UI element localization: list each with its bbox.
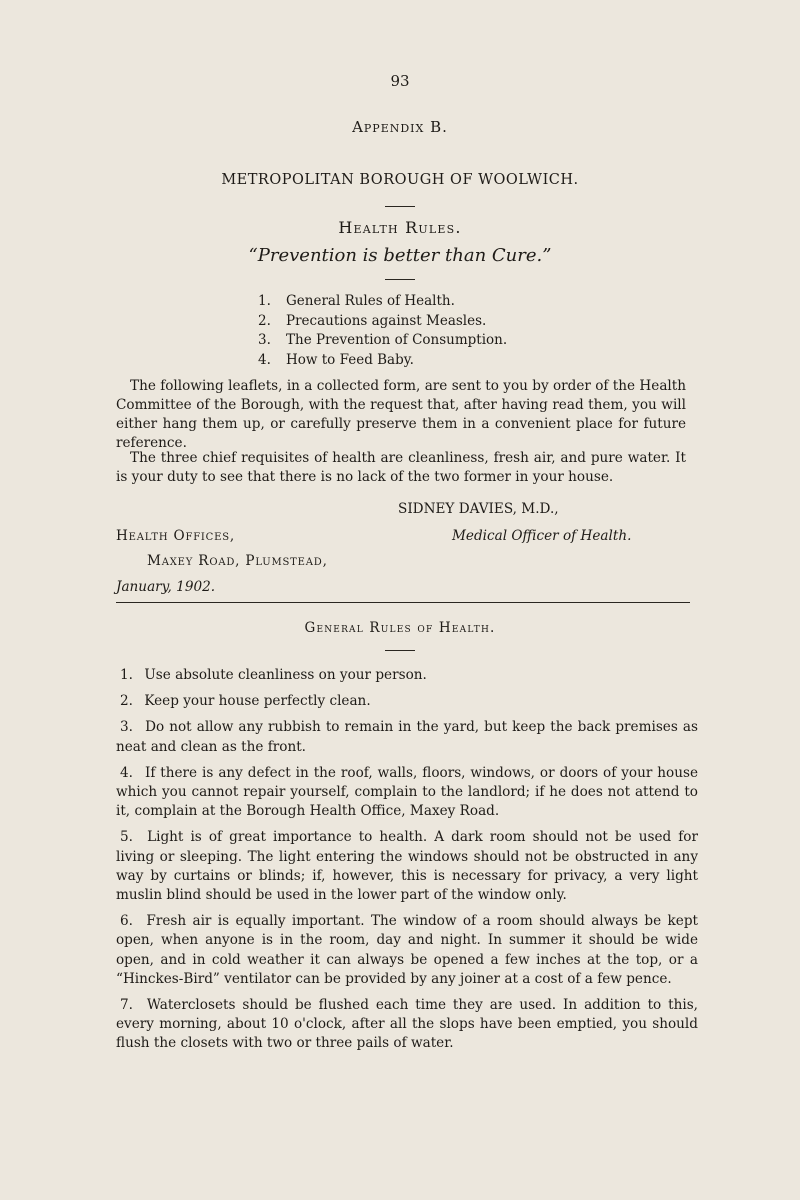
rule-item	[116, 828, 698, 905]
list-item-number: 1.	[258, 293, 271, 309]
general-rules-heading: General Rules of Health.	[304, 620, 496, 636]
rule-number: 3.	[120, 719, 133, 736]
divider-long	[116, 602, 690, 603]
appendix-word: Appendix	[352, 118, 425, 136]
rule-item	[116, 692, 698, 711]
rule-text: Do not allow any rubbish to remain in the yard, but keep the back premises as neat and clean as the front.	[116, 719, 698, 755]
divider-short	[385, 206, 415, 207]
requisites-paragraph: The three chief requisites of health are cleanliness, fresh air, and pure water. It is your duty to see that there is no lack of the two former in your house.	[116, 450, 686, 485]
list-item-number: 3.	[258, 332, 271, 348]
list-item-text: Precautions against Measles.	[286, 312, 487, 329]
rule-number: 4.	[120, 764, 133, 781]
borough-title: METROPOLITAN BOROUGH OF WOOLWICH.	[221, 172, 579, 188]
intro-paragraph: The following leaflets, in a collected form, are sent to you by order of the Health Committee of the Borough, with the request that, after having read them, you will either hang them up, or carefully preserve them in a convenient place for future reference.	[116, 378, 686, 451]
rule-number: 5.	[120, 829, 133, 846]
signature-title: Medical Officer of Health.	[452, 528, 632, 544]
page-number: 93	[390, 72, 410, 90]
offices-line: Health Offices,	[116, 528, 236, 544]
leaflet-list	[258, 292, 507, 370]
address-line: Maxey Road, Plumstead,	[147, 553, 328, 569]
list-item-text: General Rules of Health.	[286, 293, 455, 309]
rule-text: Waterclosets should be flushed each time they are used. In addition to this, every morning, about 10 o'clock, after all the slops have been emptied, you should flush the closets with two or three pails of water.	[116, 997, 699, 1052]
list-item	[258, 292, 507, 312]
rule-item	[116, 718, 698, 756]
rule-item	[116, 912, 698, 989]
list-item-text: The Prevention of Consumption.	[286, 332, 508, 348]
date-line: January, 1902.	[116, 579, 216, 595]
rule-item	[116, 764, 698, 822]
rule-text: Light is of great importance to health. A dark room should not be used for living or sleeping. The light entering the windows should not be obstructed in any way by curtains or blinds; if, however, this is necessary for privacy, a very light muslin blind should be used in the lower part of the window only.	[116, 829, 698, 904]
divider-short	[385, 650, 415, 651]
rule-text: If there is any defect in the roof, walls, floors, windows, or doors of your house which you cannot repair yourself, complain to the landlord; if he does not attend to it, complain at the Borough Health Office, Maxey Road.	[116, 764, 698, 820]
list-item	[258, 331, 507, 351]
signature-name: SIDNEY DAVIES, M.D.,	[398, 501, 559, 517]
appendix-heading	[0, 118, 800, 136]
health-rules-heading: Health Rules.	[338, 218, 462, 237]
list-item-number: 4.	[258, 351, 271, 368]
rule-text: Fresh air is equally important. The window of a room should always be kept open, when anyone is in the room, day and night. In summer it should be wide open, and in cold weather it can always be opened a few inches at the top, or a “Hinckes-Bird” ventilator can be provided by any joiner at a cost of a few pence.	[116, 913, 699, 987]
rules-list	[116, 666, 698, 1061]
rule-number: 2.	[120, 693, 133, 710]
list-item	[258, 351, 507, 371]
list-item	[258, 312, 507, 332]
rule-item	[116, 996, 698, 1054]
rule-item	[116, 666, 698, 685]
divider-short	[385, 279, 415, 280]
list-item-number: 2.	[258, 312, 271, 329]
rule-number: 1.	[120, 667, 133, 683]
rule-text: Use absolute cleanliness on your person.	[144, 667, 427, 683]
motto: “Prevention is better than Cure.”	[248, 245, 552, 266]
appendix-letter: B.	[430, 118, 448, 136]
rule-number: 6.	[120, 913, 133, 930]
rule-text: Keep your house perfectly clean.	[144, 693, 371, 710]
list-item-text: How to Feed Baby.	[286, 351, 414, 368]
rule-number: 7.	[120, 997, 133, 1014]
